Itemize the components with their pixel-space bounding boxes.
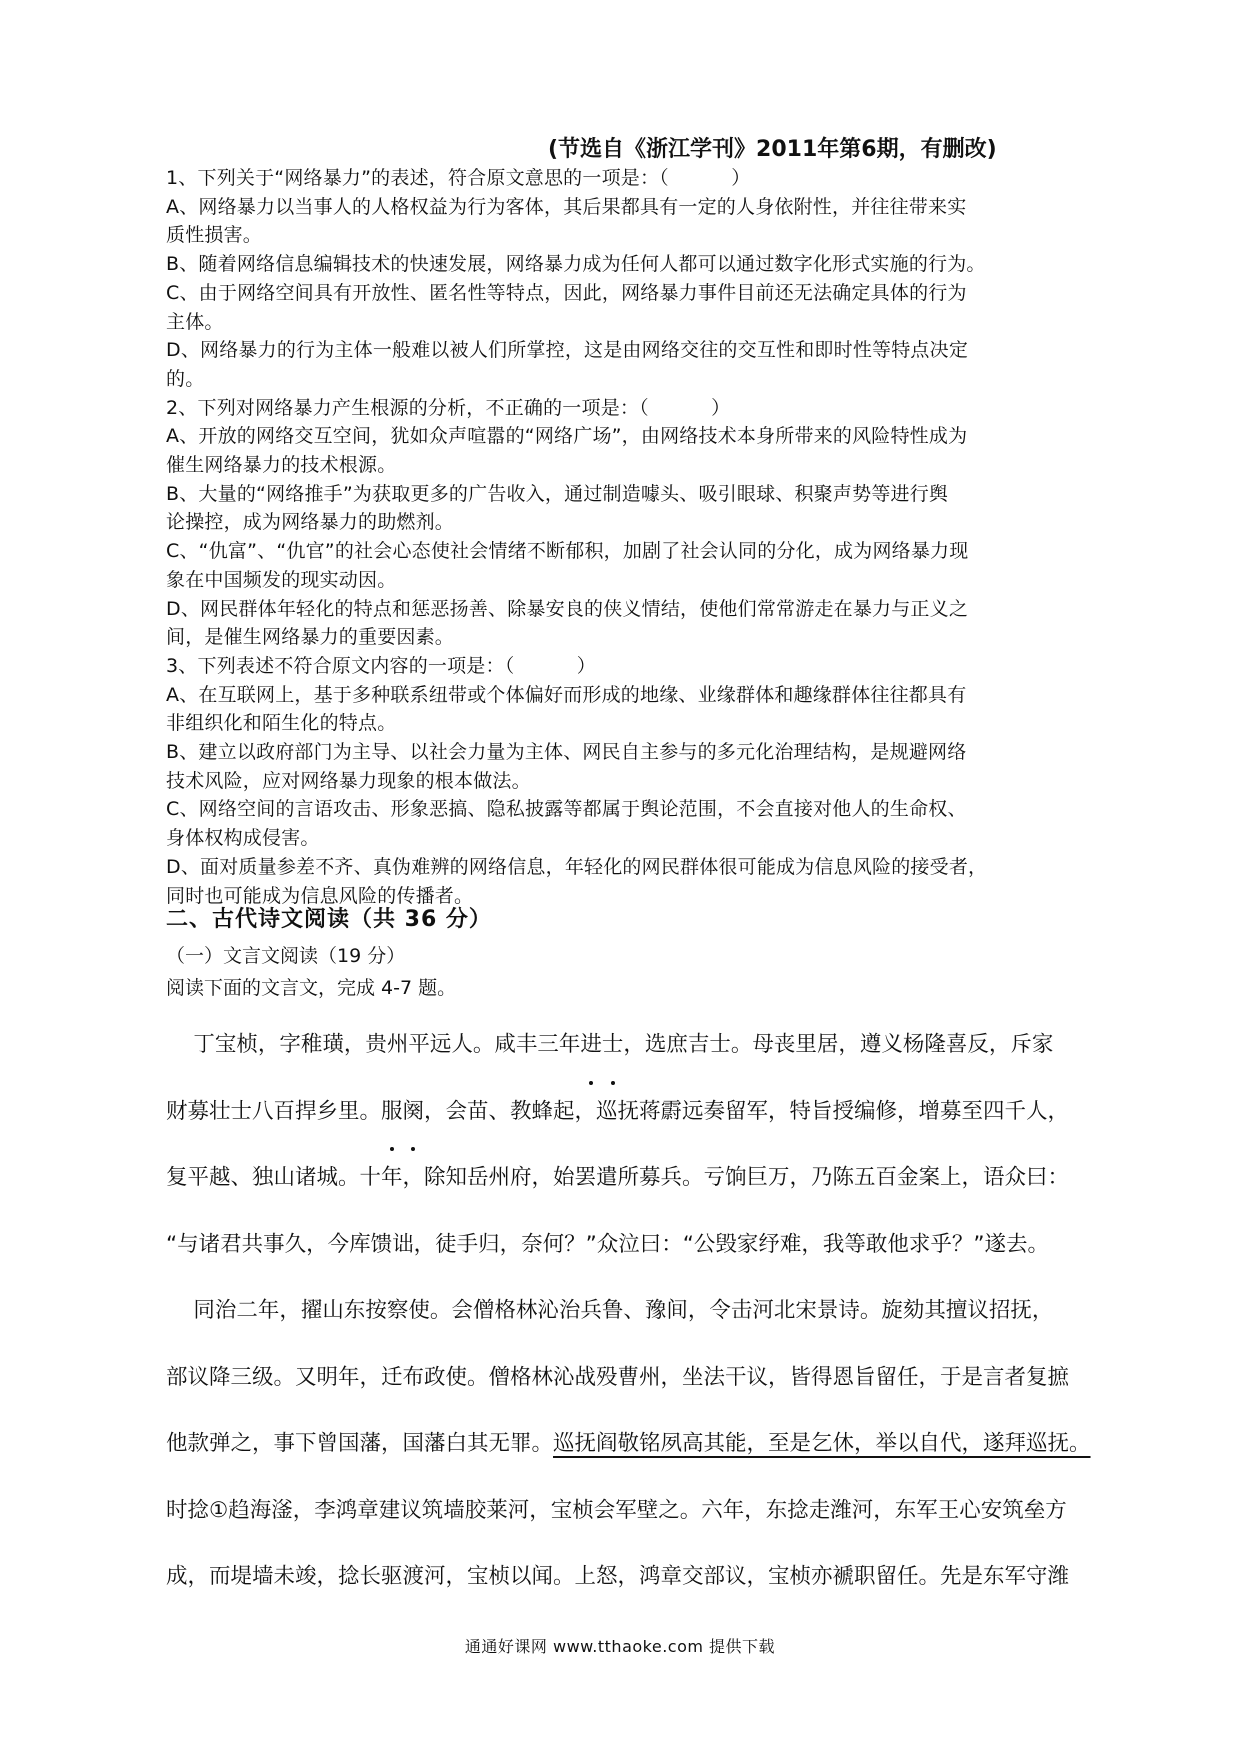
passage-line: 复平越、独山诸城。十年，除知岳州府，始罢遣所募兵。亏饷巨万，乃陈五百金案上，语众曰： [166,1165,1070,1190]
section-title: 二、古代诗文阅读（共 36 分） [166,907,492,932]
passage-text: ，会苗、教蜂起，巡抚蒋霨远奏留军，特旨授编修，增募至四千人， [424,1098,1070,1124]
passage-line: 成，而堤墙未竣，捻长驱渡河，宝桢以闻。上怒，鸿章交部议，宝桢亦褫职留任。先是东军守潍 [166,1564,1070,1589]
question-line: B、随着网络信息编辑技术的快速发展，网络暴力成为任何人都可以通过数字化形式实施的行为。 [166,253,986,276]
question-line: 论操控，成为网络暴力的助燃剂。 [166,511,455,534]
question-line: B、建立以政府部门为主导、以社会力量为主体、网民自主参与的多元化治理结构，是规避网络 [166,741,967,764]
question-line: 非组织化和陌生化的特点。 [166,712,397,735]
passage-line [166,1079,1084,1146]
question-line: 催生网络暴力的技术根源。 [166,454,397,477]
question-line: 1、下列关于“网络暴力”的表述，符合原文意思的一项是：（ ） [166,167,751,189]
instruction-text: 阅读下面的文言文，完成 4-7 题。 [166,977,457,999]
question-line: A、开放的网络交互空间，犹如众声喧嚣的“网络广场”，由网络技术本身所带来的风险特性成为 [166,425,968,448]
question-line: C、网络空间的言语攻击、形象恶搞、隐私披露等都属于舆论范围，不会直接对他人的生命权、 [166,798,967,821]
question-line: 技术风险，应对网络暴力现象的根本做法。 [166,769,531,792]
dotted-word [580,1032,623,1057]
passage-text: ，选庶吉士。母丧里居，遵义杨隆喜反，斥家 [623,1032,1054,1057]
question-line: 的。 [166,367,205,390]
passage-line: 部议降三级。又明年，迁布政使。僧格林沁战殁曹州，坐法干议，皆得恩旨留任，于是言者复摭 [166,1364,1070,1390]
question-line: C、“仇富”、“仇官”的社会心态使社会情绪不断郁积，加剧了社会认同的分化，成为网络暴力现 [166,540,969,563]
dotted-word [381,1099,424,1124]
passage-line: “与诸君共事久，今库馈诎，徒手归，奈何？”众泣曰：“公毁家纾难，我等敢他求乎？”遂去。 [166,1231,1050,1257]
question-line: 间，是催生网络暴力的重要因素。 [166,626,455,649]
question-line: 象在中国频发的现实动因。 [166,568,397,591]
dotted-word-text [580,1032,623,1057]
question-line: 2、下列对网络暴力产生根源的分析，不正确的一项是：（ ） [166,396,731,419]
question-line: D、网民群体年轻化的特点和惩恶扬善、除暴安良的侠义情结，使他们常常游走在暴力与正义之 [166,597,969,620]
passage-text: 他款弹之，事下曾国藩，国藩白其无罪。 [166,1431,554,1456]
passage-text: 财募壮士八百捍乡里。 [166,1098,382,1124]
question-line: 身体权构成侵害。 [166,827,320,850]
question-line: D、网络暴力的行为主体一般难以被人们所掌控，这是由网络交往的交互性和即时性等特点决定 [166,339,969,362]
dotted-word-text [381,1099,424,1124]
question-line: D、面对质量参差不齐、真伪难辨的网络信息，年轻化的网民群体很可能成为信息风险的接受者， [166,855,988,878]
dotted-char: 阕 [403,1079,425,1146]
underlined-sentence: 巡抚阎敬铭夙高其能，至是乞休，举以自代，遂拜巡抚。 [553,1431,1091,1456]
question-line: A、在互联网上，基于多种联系纽带或个体偏好而形成的地缘、业缘群体和趣缘群体往往都具有 [166,683,967,706]
question-line: 质性损害。 [166,224,263,247]
question-line: C、由于网络空间具有开放性、匿名性等特点，因此，网络暴力事件目前还无法确定具体的行为 [166,281,967,304]
passage-line [166,1411,1091,1478]
question-line: A、网络暴力以当事人的人格权益为行为客体，其后果都具有一定的人身依附性，并往往带来实 [166,195,967,218]
question-line: 3、下列表述不符合原文内容的一项是：（ ） [166,654,596,677]
passage-line: 时捻①趋海滏，李鸿章建议筑墙胶莱河，宝桢会军壁之。六年，东捻走潍河，东军王心安筑垒方 [166,1497,1067,1523]
question-line: 同时也可能成为信息风险的传播者。 [166,884,474,907]
source-note: (节选自《浙江学刊》2011年第6期，有删改) [548,137,997,162]
passage-line: 同治二年，擢山东按察使。会僧格林沁治兵鲁、豫间，令击河北宋景诗。旋劾其擅议招抚， [166,1298,1054,1323]
dotted-char: 进 [580,1012,602,1079]
dotted-char: 士 [602,1012,624,1079]
question-line: 主体。 [166,310,224,333]
subsection-title: （一）文言文阅读（19 分） [166,945,406,967]
page-footer: 通通好课网 www.tthaoke.com 提供下载 [464,1637,776,1656]
question-line: B、大量的“网络推手”为获取更多的广告收入，通过制造噱头、吸引眼球、积聚声势等进行舆 [166,482,949,505]
passage-text: 丁宝桢，字稚璜，贵州平远人。咸丰三年 [166,1032,581,1057]
classical-passage [166,1012,1091,1611]
dotted-char: 服 [381,1079,403,1146]
questions-block [166,164,1081,910]
passage-line [166,1012,1084,1079]
